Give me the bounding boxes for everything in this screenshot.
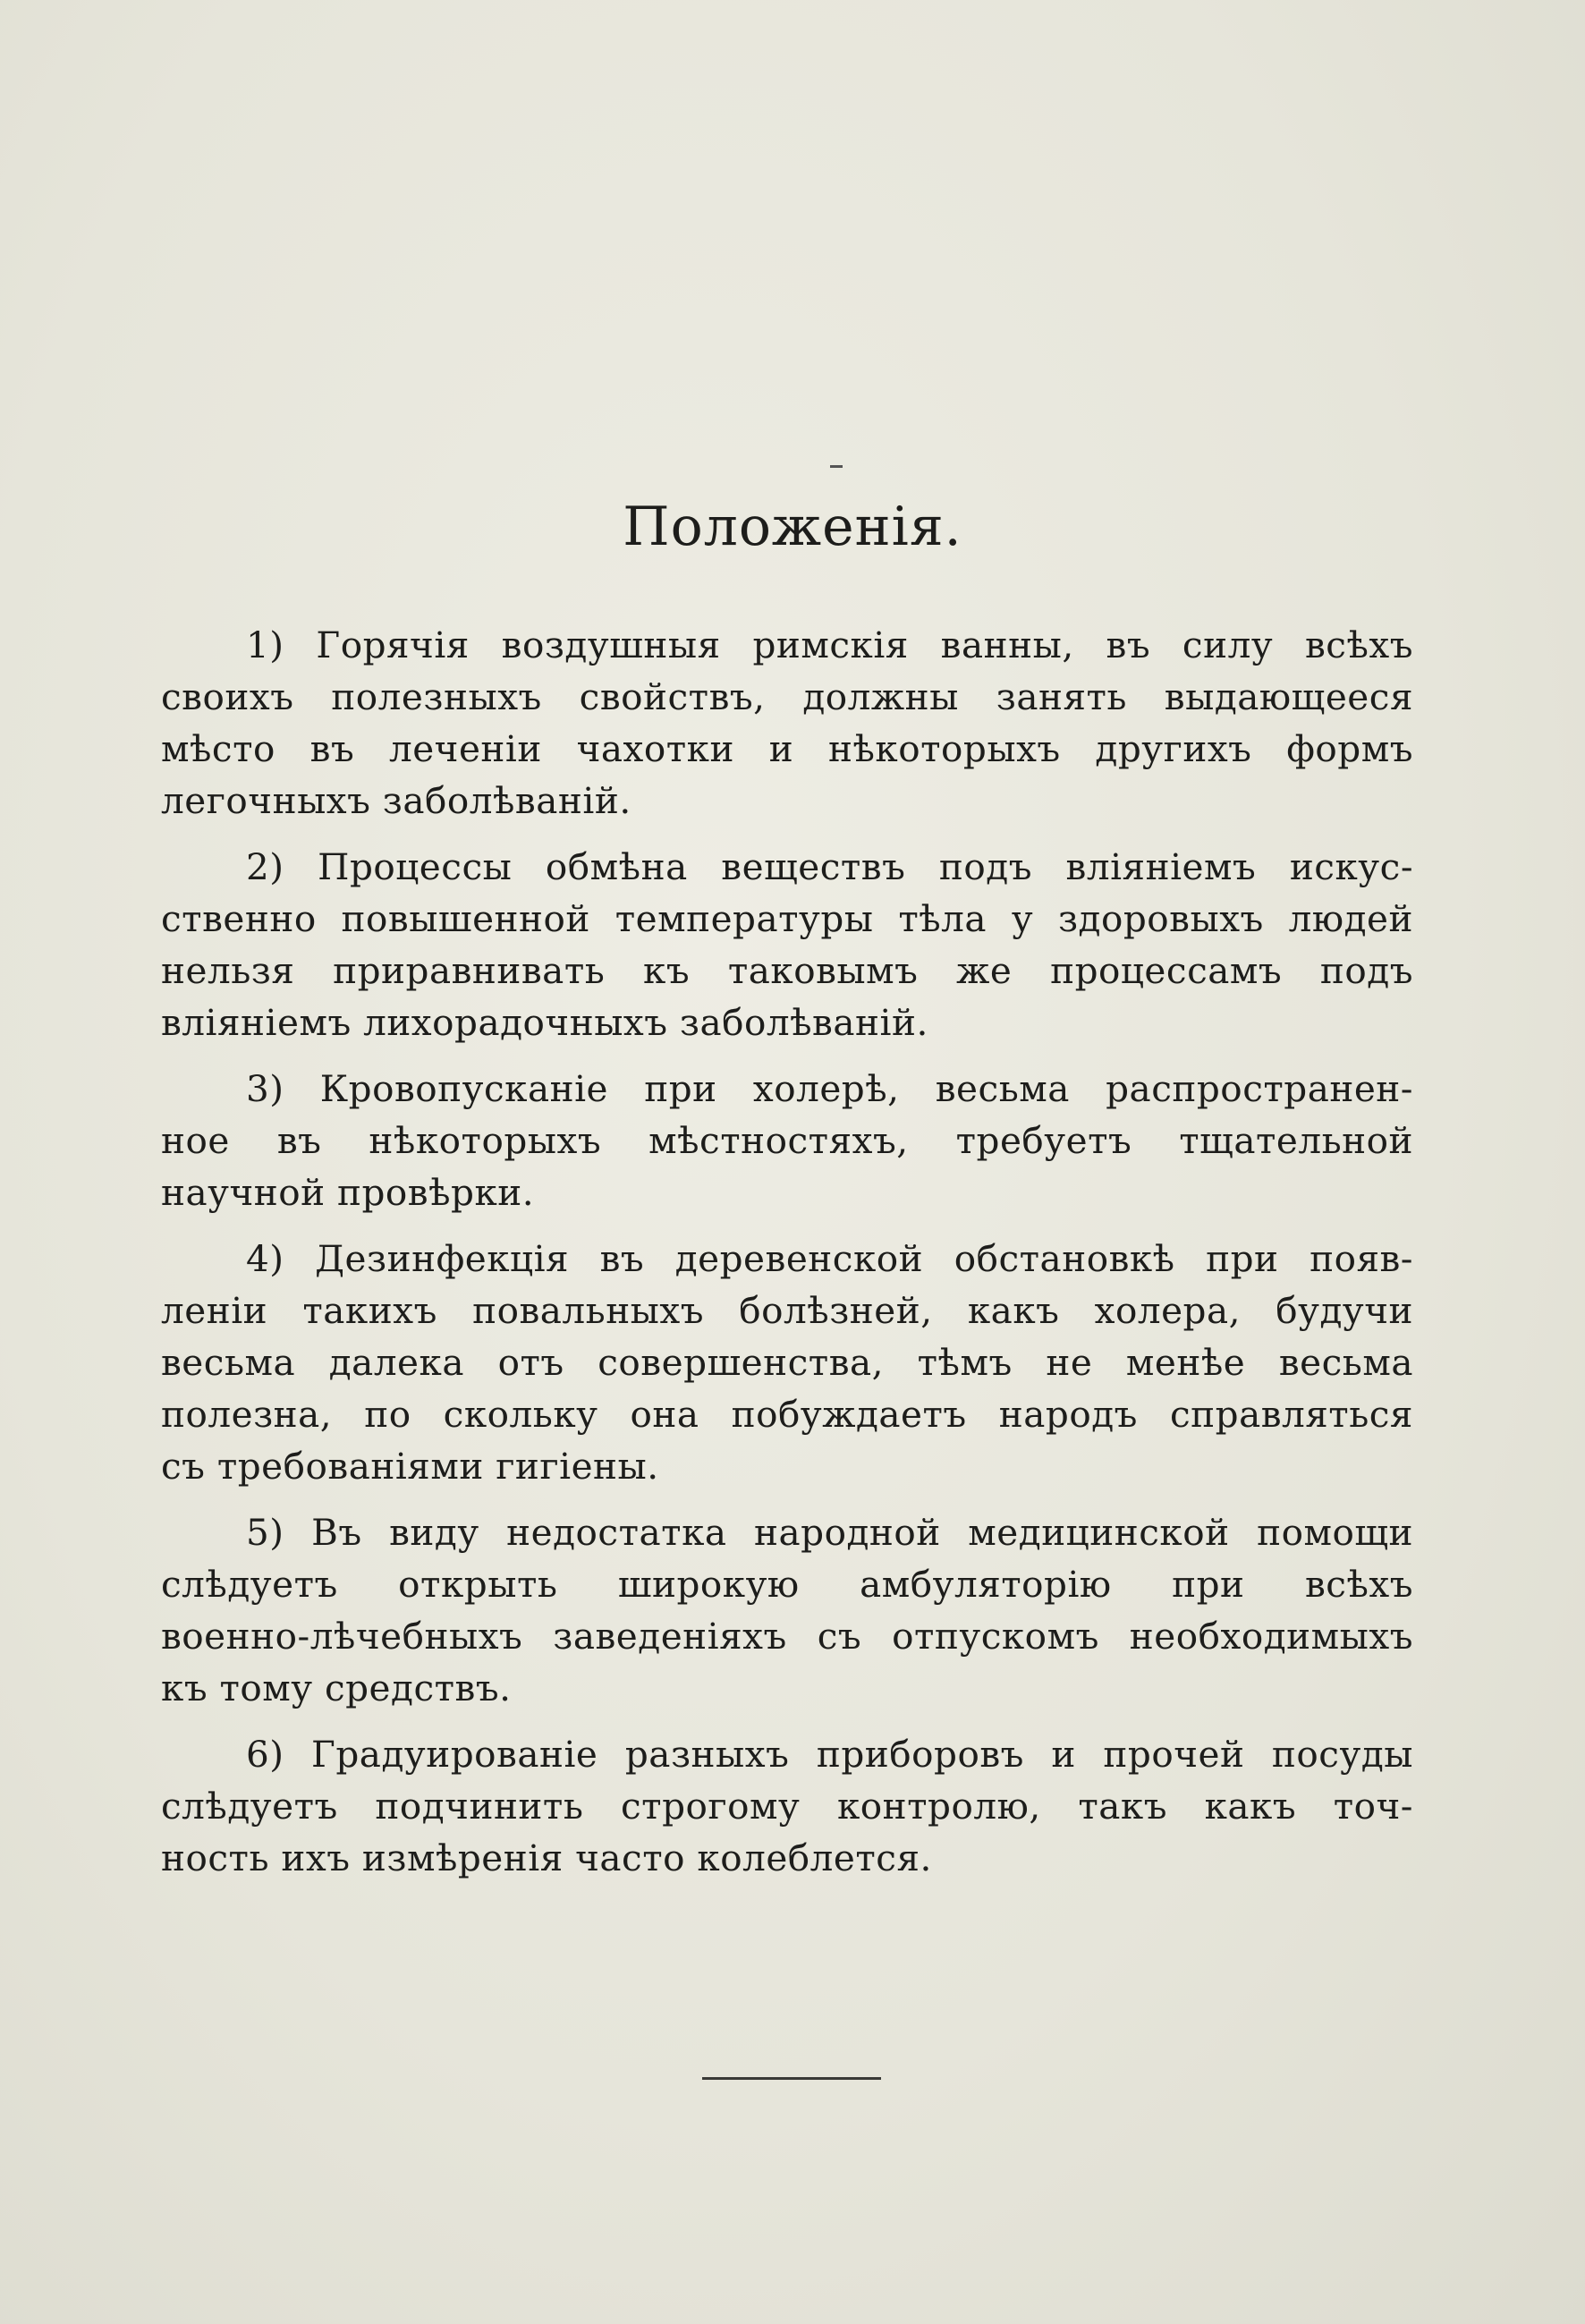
text-line: 5) Въ виду недостатка народной медицинской помощи [246,1511,1413,1554]
text-line: вліяніемъ лихорадочныхъ заболѣваній. [161,1001,928,1044]
paragraph-4 [161,1233,1413,1492]
text-line: научной провѣрки. [161,1171,535,1214]
text-line: нельзя приравнивать къ таковымъ же процессамъ подъ [161,949,1413,992]
text-line: полезна, по скольку она побуждаетъ народъ справляться [161,1393,1413,1436]
text-line: легочныхъ заболѣваній. [161,779,631,822]
text-line: 1) Горячія воздушныя римскія ванны, въ силу всѣхъ [246,623,1413,666]
paragraph-6 [161,1728,1413,1884]
text-line: слѣдуетъ подчинить строгому контролю, такъ какъ точ- [161,1785,1413,1828]
paragraph-2 [161,841,1413,1048]
end-rule [702,2077,881,2080]
text-line: 3) Кровопусканіе при холерѣ, весьма распространен- [246,1067,1413,1110]
paragraph-3 [161,1063,1413,1218]
text-line: мѣсто въ леченіи чахотки и нѣкоторыхъ другихъ формъ [161,727,1413,770]
text-line: 6) Градуированіе разныхъ приборовъ и прочей посуды [246,1733,1413,1776]
paragraph-5 [161,1506,1413,1714]
document-body [161,619,1413,1898]
top-mark [830,465,843,468]
text-line: весьма далека отъ совершенства, тѣмъ не менѣе весьма [161,1341,1413,1384]
text-line: ственно повышенной температуры тѣла у здоровыхъ людей [161,897,1413,940]
text-line: 2) Процессы обмѣна веществъ подъ вліяніемъ искус- [246,845,1413,888]
text-line: военно-лѣчебныхъ заведеніяхъ съ отпускомъ необходимыхъ [161,1615,1413,1658]
text-line: съ требованіями гигіены. [161,1445,659,1488]
text-line: ность ихъ измѣренія часто колеблется. [161,1836,932,1879]
text-line: своихъ полезныхъ свойствъ, должны занять выдающееся [161,675,1413,718]
paragraph-1 [161,619,1413,827]
page-title: Положенія. [623,496,962,558]
text-line: леніи такихъ повальныхъ болѣзней, какъ холера, будучи [161,1289,1413,1332]
text-line: слѣдуетъ открыть широкую амбуляторію при всѣхъ [161,1563,1413,1606]
text-line: къ тому средствъ. [161,1667,512,1709]
text-line: 4) Дезинфекція въ деревенской обстановкѣ при появ- [246,1237,1413,1280]
text-line: ное въ нѣкоторыхъ мѣстностяхъ, требуетъ тщательной [161,1119,1413,1162]
